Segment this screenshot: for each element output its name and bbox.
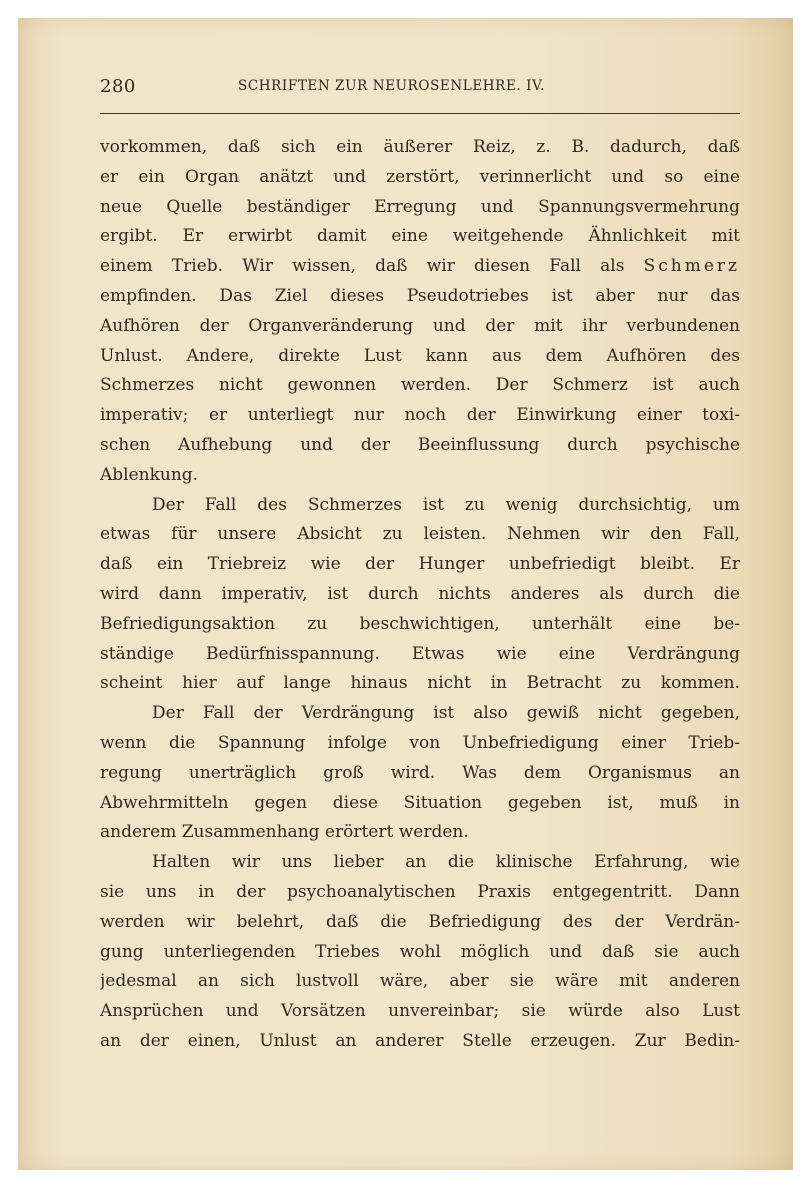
header-rule: [100, 113, 740, 114]
text-line: Ansprüchen und Vorsätzen unvereinbar; sie würde also Lust: [100, 1001, 740, 1022]
page-number: 280: [100, 76, 136, 97]
text-line: werden wir belehrt, daß die Befriedigung des der Verdrän-: [100, 911, 740, 932]
text-line: Abwehrmitteln gegen diese Situation gegeben ist, muß in: [100, 792, 740, 813]
text-line: vorkommen, daß sich ein äußerer Reiz, z. B. dadurch, daß: [100, 137, 740, 157]
text-line: etwas für unsere Absicht zu leisten. Nehmen wir den Fall,: [100, 524, 740, 545]
text-line: Befriedigungsaktion zu beschwichtigen, unterhält eine be-: [100, 613, 740, 634]
text-line: ergibt. Er erwirbt damit eine weitgehende Ähnlichkeit mit: [100, 226, 740, 247]
text-line: gung unterliegenden Triebes wohl möglich und daß sie auch: [100, 941, 740, 962]
text-line: sie uns in der psychoanalytischen Praxis entgegentritt. Dann: [100, 881, 740, 902]
text-line: daß ein Triebreiz wie der Hunger unbefriedigt bleibt. Er: [100, 554, 740, 575]
text-line: regung unerträglich groß wird. Was dem Organismus an: [100, 762, 740, 783]
text-line: empfinden. Das Ziel dieses Pseudotriebes ist aber nur das: [100, 285, 740, 306]
text-line: er ein Organ anätzt und zerstört, verinnerlicht und so eine: [100, 166, 740, 187]
text-line: ständige Bedürfnisspannung. Etwas wie eine Verdrängung: [100, 643, 740, 664]
text-line: Ablenkung.: [100, 464, 199, 485]
text-line: imperativ; er unterliegt nur noch der Einwirkung einer toxi-: [100, 405, 740, 426]
text-line: scheint hier auf lange hinaus nicht in Betracht zu kommen.: [100, 673, 740, 694]
text-line: wird dann imperativ, ist durch nichts anderes als durch die: [100, 583, 740, 604]
text-line: an der einen, Unlust an anderer Stelle erzeugen. Zur Bedin-: [100, 1030, 740, 1051]
paragraph-start: Der Fall des Schmerzes ist zu wenig durchsichtig, um: [152, 494, 740, 515]
text-line: anderem Zusammenhang erörtert werden.: [100, 822, 469, 843]
running-head: SCHRIFTEN ZUR NEUROSENLEHRE. IV.: [238, 78, 545, 94]
text-line: schen Aufhebung und der Beeinflussung durch psychische: [100, 434, 740, 455]
paragraph-start: Halten wir uns lieber an die klinische Erfahrung, wie: [152, 852, 740, 873]
paragraph-start: Der Fall der Verdrängung ist also gewiß nicht gegeben,: [152, 703, 740, 724]
text-line: wenn die Spannung infolge von Unbefriedigung einer Trieb-: [100, 732, 740, 753]
text-line: jedesmal an sich lustvoll wäre, aber sie wäre mit anderen: [100, 971, 740, 992]
text-line-emphasis: [100, 252, 740, 282]
text-line: Aufhören der Organveränderung und der mit ihr verbundenen: [100, 315, 740, 336]
text-line: Schmerzes nicht gewonnen werden. Der Schmerz ist auch: [100, 375, 740, 396]
text-segment: einem Trieb. Wir wissen, daß wir diesen Fall als: [100, 256, 625, 277]
body-text: [100, 133, 740, 1057]
text-line: neue Quelle beständiger Erregung und Spannungsvermehrung: [100, 196, 740, 217]
text-line: Unlust. Andere, direkte Lust kann aus dem Aufhören des: [100, 345, 740, 366]
page-header: [100, 76, 720, 102]
emphasized-word: Schmerz: [643, 256, 740, 277]
